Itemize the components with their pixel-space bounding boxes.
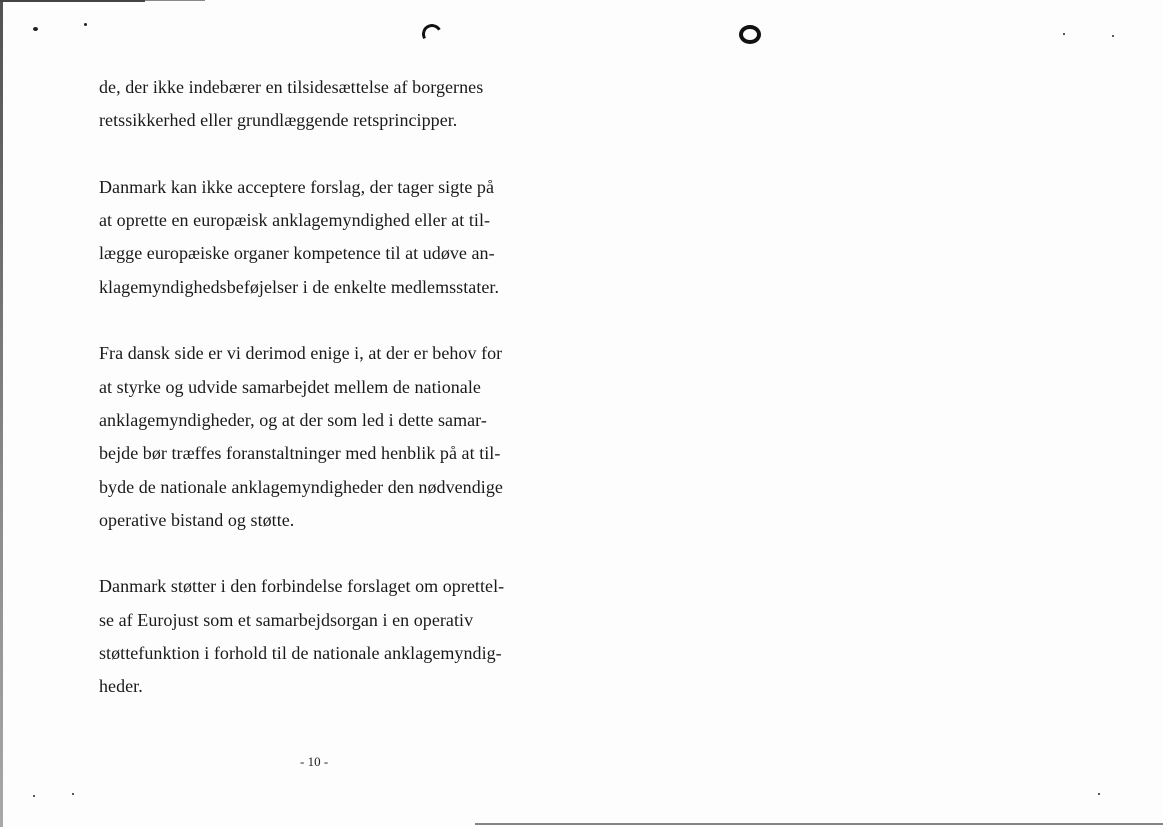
scan-speck: [1098, 793, 1100, 795]
scan-speck: [84, 23, 87, 26]
text-line: heder.: [99, 676, 143, 697]
punch-hole-left: [420, 22, 444, 46]
paragraph-1: [99, 71, 539, 138]
text-line: støttefunktion i forhold til de nationale anklagemyndig-: [99, 643, 502, 664]
paragraph-gap: [99, 537, 539, 570]
paragraph-gap: [99, 138, 539, 171]
page-number: - 10 -: [300, 754, 329, 769]
scan-speck: [33, 27, 38, 31]
paragraph-3: [99, 337, 539, 537]
text-line: Fra dansk side er vi derimod enige i, at der er behov for: [99, 343, 503, 364]
text-line: bejde bør træffes foranstaltninger med henblik på at til-: [99, 443, 501, 464]
text-line: byde de nationale anklagemyndigheder den nødvendige: [99, 476, 503, 497]
paragraph-4: [99, 570, 539, 703]
scan-bottom-edge: [475, 823, 1163, 825]
text-line: operative bistand og støtte.: [99, 509, 295, 530]
paragraph-2: [99, 171, 539, 304]
body-text: [99, 71, 539, 704]
text-line: de, der ikke indebærer en tilsidesættelse af borgernes: [99, 77, 484, 97]
scan-speck: [1063, 33, 1065, 35]
scan-speck: [1112, 35, 1114, 37]
scan-speck: [33, 795, 35, 797]
text-line: Danmark kan ikke acceptere forslag, der tager sigte på: [99, 176, 495, 197]
text-line: klagemyndighedsbeføjelser i de enkelte medlemsstater.: [99, 276, 500, 297]
scan-speck: [72, 793, 74, 795]
text-line: anklagemyndigheder, og at der som led i dette samar-: [99, 409, 487, 430]
scan-top-edge: [0, 0, 145, 2]
punch-hole-right: [739, 25, 761, 44]
scan-left-edge: [0, 0, 3, 827]
scan-top-edge-thin: [145, 0, 205, 1]
text-line: se af Eurojust som et samarbejdsorgan i en operativ: [99, 609, 474, 630]
text-line: retssikkerhed eller grundlæggende retsprincipper.: [99, 110, 458, 131]
text-line: at oprette en europæisk anklagemyndighed eller at til-: [99, 210, 491, 231]
text-line: at styrke og udvide samarbejdet mellem de nationale: [99, 376, 481, 397]
text-line: Danmark støtter i den forbindelse forslaget om oprettel-: [99, 576, 505, 597]
paragraph-gap: [99, 304, 539, 337]
text-line: lægge europæiske organer kompetence til at udøve an-: [99, 243, 495, 264]
